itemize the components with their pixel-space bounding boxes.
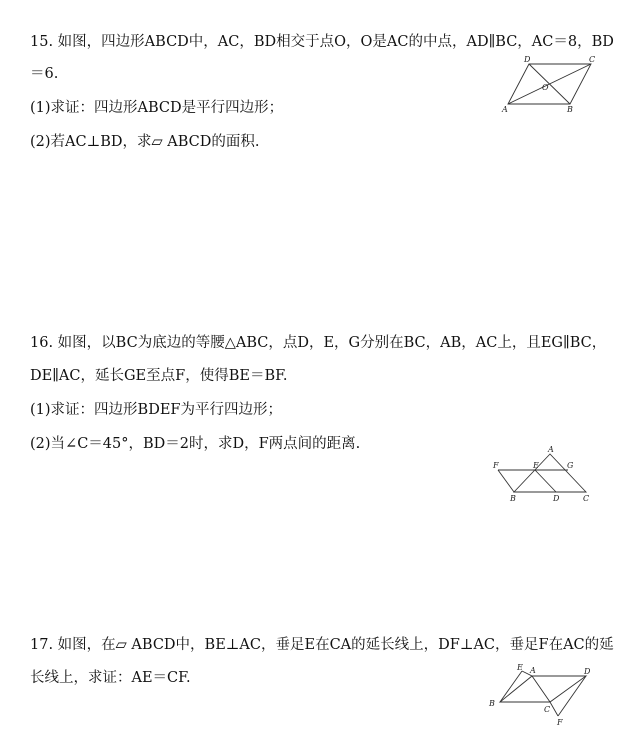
segment-de: [535, 470, 556, 492]
label-a: A: [548, 446, 554, 454]
problem-16-stem-1: 如图，以BC为底边的等腰△ABC，点D，E，G分别在BC，AB，AC上，且EG∥BC，: [57, 335, 607, 351]
segment-bf: [498, 470, 514, 492]
label-d: D: [553, 494, 560, 503]
problem-15-part-1: (1)求证：四边形ABCD是平行四边形；: [30, 100, 284, 116]
label-c: C: [544, 705, 551, 714]
label-a: A: [530, 666, 536, 675]
label-d: D: [524, 55, 531, 64]
label-d: D: [584, 667, 591, 676]
problem-15-figure: [498, 54, 606, 114]
problem-16-figure: [490, 446, 600, 506]
problem-16-number: 16.: [30, 335, 54, 351]
label-e: E: [517, 663, 523, 672]
label-a: A: [502, 105, 508, 114]
segment-ea-extension: [522, 671, 558, 716]
label-c: C: [583, 494, 590, 503]
problem-15-stem-2: ＝6.: [30, 66, 59, 82]
parallelogram-abcd: [500, 676, 586, 702]
label-f: F: [557, 718, 563, 727]
perpendicular-df: [558, 676, 586, 716]
problem-17-stem-2: 长线上，求证：AE＝CF.: [30, 670, 191, 686]
label-f: F: [493, 461, 499, 470]
problem-15-stem-line-1: [30, 32, 614, 52]
problem-17-stem-line-1: [30, 635, 614, 655]
label-e: E: [533, 461, 539, 470]
problem-16-stem-2: DE∥AC，延长GE至点F，使得BE＝BF.: [30, 368, 288, 384]
problem-16-stem-line-1: [30, 333, 606, 353]
problem-17-figure: [486, 662, 600, 732]
problem-16-part-2: (2)当∠C＝45°，BD＝2时，求D，F两点间的距离.: [30, 436, 361, 452]
label-b: B: [489, 699, 495, 708]
problem-17-number: 17.: [30, 637, 54, 653]
label-b: B: [510, 494, 516, 503]
problem-16-part-1: (1)求证：四边形BDEF为平行四边形；: [30, 402, 282, 418]
label-g: G: [567, 461, 574, 470]
problem-15-number: 15.: [30, 34, 54, 50]
diagonal-bd: [529, 64, 570, 104]
label-o: O: [542, 83, 549, 92]
problem-15-stem-1: 如图，四边形ABCD中，AC，BD相交于点O，O是AC的中点，AD∥BC，AC＝8，BD: [57, 34, 614, 50]
problem-17-stem-1: 如图，在▱ ABCD中，BE⊥AC，垂足E在CA的延长线上，DF⊥AC，垂足F在AC的延: [57, 637, 614, 653]
problem-15-part-2: (2)若AC⊥BD，求▱ ABCD的面积.: [30, 134, 260, 150]
label-c: C: [589, 55, 596, 64]
label-b: B: [567, 105, 573, 114]
